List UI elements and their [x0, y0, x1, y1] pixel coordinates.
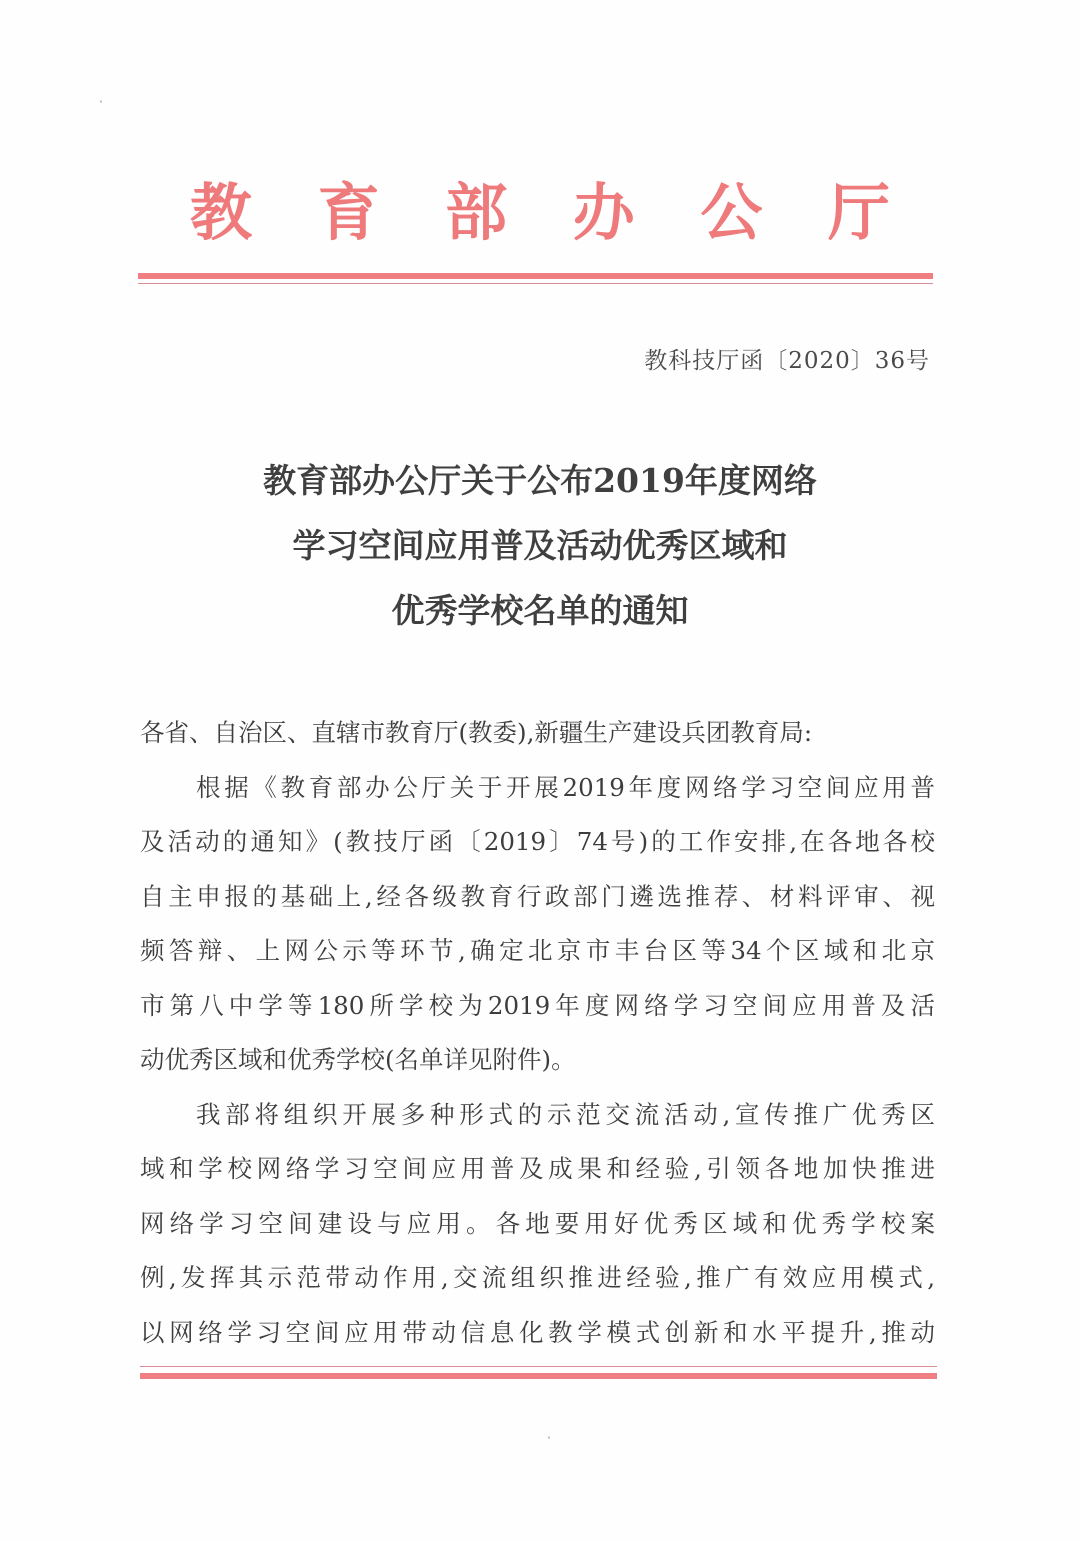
scan-speck [100, 100, 102, 103]
document-body [140, 706, 935, 1360]
body-line: 根据《教育部办公厅关于开展2019年度网络学习空间应用普 [196, 772, 935, 802]
letterhead-char: 教 [190, 176, 253, 249]
letterhead-char: 公 [700, 176, 763, 249]
body-line: 以网络学习空间应用带动信息化教学模式创新和水平提升,推动 [140, 1317, 935, 1347]
paragraph-1 [140, 761, 935, 1088]
letterhead-title [140, 168, 940, 258]
title-line: 学习空间应用普及活动优秀区域和 [292, 526, 788, 565]
body-line: 例,发挥其示范带动作用,交流组织推进经验,推广有效应用模式, [140, 1263, 935, 1292]
body-line: 及活动的通知》(教技厅函〔2019〕74号)的工作安排,在各地各校 [140, 827, 935, 856]
body-line: 我部将组织开展多种形式的示范交流活动,宣传推广优秀区 [196, 1099, 935, 1129]
title-line: 优秀学校名单的通知 [391, 591, 689, 630]
letterhead-char: 办 [572, 176, 635, 249]
title-line: 教育部办公厅关于公布2019年度网络 [263, 461, 817, 500]
body-line: 自主申报的基础上,经各级教育行政部门遴选推荐、材料评审、视 [140, 881, 935, 911]
body-line: 市第八中学等180所学校为2019年度网络学习空间应用普及活 [140, 990, 935, 1020]
body-line: 网络学习空间建设与应用。各地要用好优秀区域和优秀学校案 [140, 1208, 935, 1238]
footer-rule-thick [140, 1373, 937, 1379]
paragraph-2 [140, 1088, 935, 1361]
letterhead-char: 育 [317, 176, 380, 249]
document-title [140, 448, 940, 643]
document-number: 教科技厅函〔2020〕36号 [644, 348, 930, 374]
body-line: 动优秀区域和优秀学校(名单详见附件)。 [140, 1045, 576, 1074]
body-line: 频答辩、上网公示等环节,确定北京市丰台区等34个区域和北京 [140, 936, 935, 965]
salutation: 各省、自治区、直辖市教育厅(教委),新疆生产建设兵团教育局: [140, 718, 813, 747]
scan-speck [548, 1436, 550, 1439]
letterhead-rule-thick [138, 273, 933, 279]
footer-rule-thin [140, 1366, 937, 1367]
letterhead-rule-thin [138, 283, 933, 284]
body-line: 域和学校网络学习空间应用普及成果和经验,引领各地加快推进 [140, 1154, 935, 1183]
letterhead-char: 厅 [827, 176, 890, 249]
letterhead-char: 部 [445, 176, 508, 249]
